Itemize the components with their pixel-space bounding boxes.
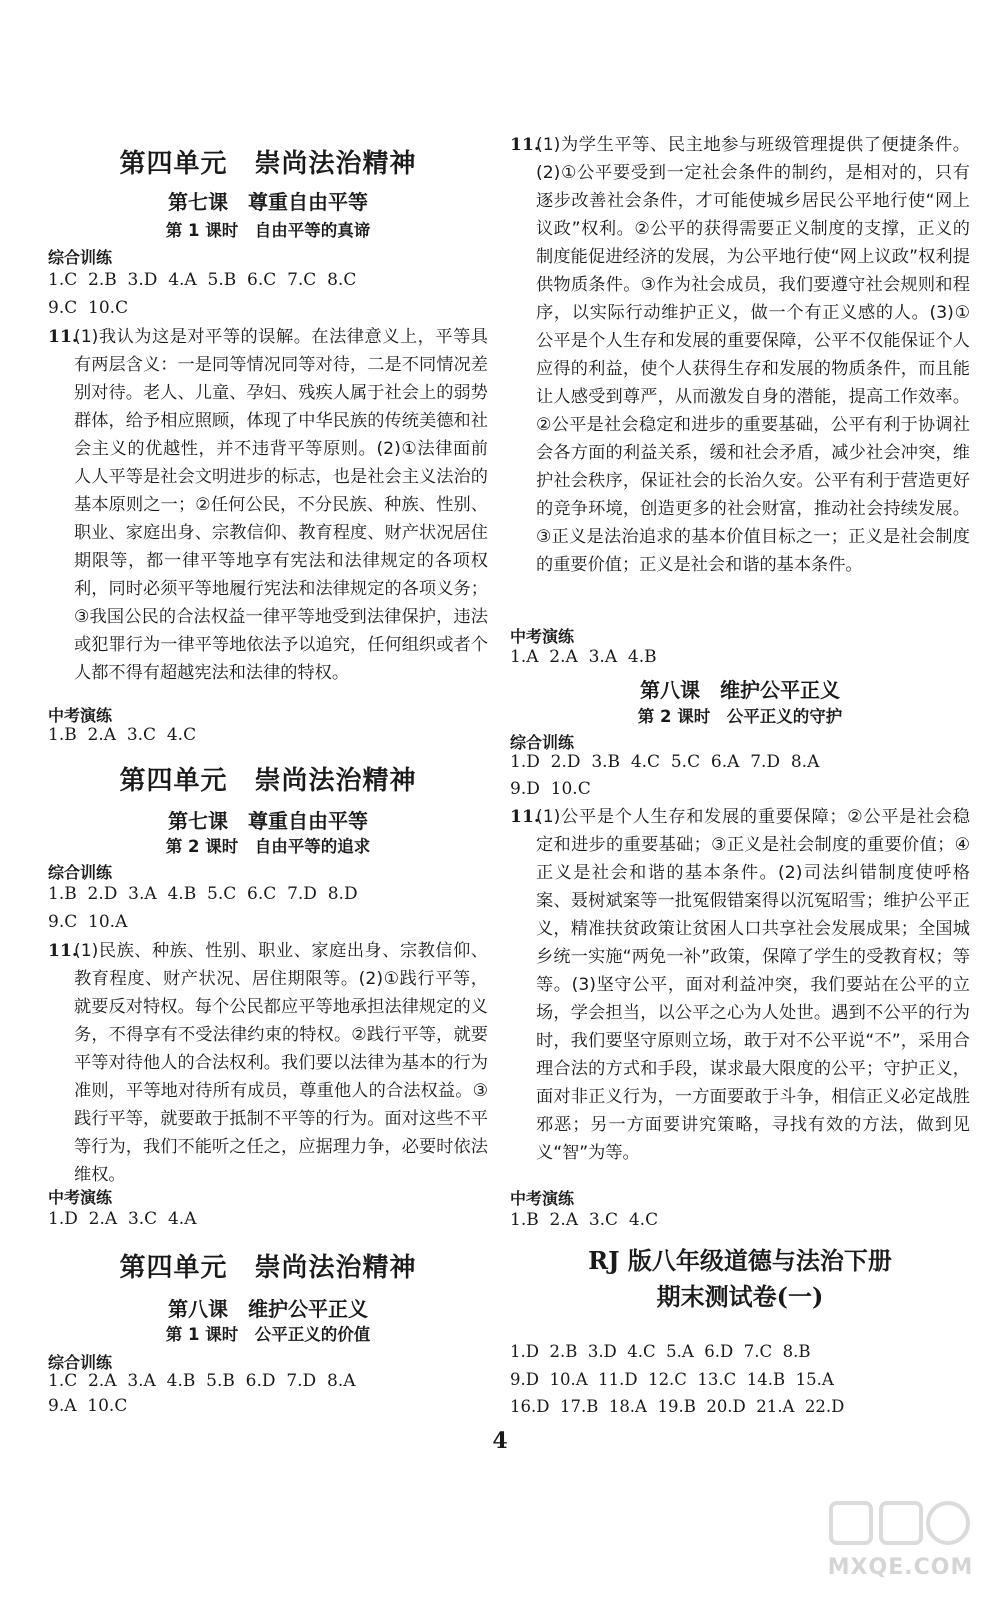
period-title: 第 2 课时 自由平等的追求 [165,837,371,856]
unit-title: 第四单元 崇尚法治精神 [119,1253,417,1283]
answer-line: 9.C 10.C [48,298,129,318]
answer-line: 9.C 10.A [48,912,128,932]
lesson-title: 第七课 尊重自由平等 [168,809,368,833]
section-heading: 综合训练 [48,248,113,267]
answer-text: (1)我认为这是对平等的误解。在法律意义上，平等具有两层含义：一是同等情况同等对待，二是不同情况差别对待。老人、儿童、孕妇、残疾人属于社会上的弱势群体，给予相应照顾，体现了中华民族的传统美德和社会主义的优越性，并不违背平等原则。(2)①法律面前人人平等是社会文明进步的标志，也是社会主义法治的基本原则之一；②任何公民，不分民族、种族、性别、职业、家庭出身、宗教信仰、教育程度、财产状况居住期限等，都一律平等地享有宪法和法律规定的各项权利，同时必须平等地履行宪法和法律规定的各项义务；③我国公民的合法权益一律平等地受到法律保护，违法或犯罪行为一律平等地依法予以追究，任何组织或者个人都不得有超越宪法和法律的特权。 [74,327,488,683]
question-11-answer [48,937,488,1189]
question-number: 11. [48,941,78,961]
section-heading: 综合训练 [48,1353,113,1372]
answer-line: 1.D 2.D 3.B 4.C 5.C 6.A 7.D 8.A [510,752,820,772]
question-11-answer [48,323,488,687]
answer-line: 16.D 17.B 18.A 19.B 20.D 21.A 22.D [510,1397,845,1416]
section-heading: 中考演练 [48,706,113,725]
exam-title: RJ 版八年级道德与法治下册 [588,1246,892,1275]
answer-text: (1)为学生平等、民主地参与班级管理提供了便捷条件。(2)①公平要受到一定社会条件的制约，是相对的，只有逐步改善社会条件，才可能使城乡居民公平地行使“网上议政”权利。②公平的获得需要正义制度的支撑，正义的制度能促进经济的发展，为公平地行使“网上议政”权利提供物质条件。③作为社会成员，我们要遵守社会规则和程序，以实际行动维护正义，做一个有正义感的人。(3)①公平是个人生存和发展的重要保障，公平不仅能保证个人应得的利益，使个人获得生存和发展的物质条件，而且能让人感受到尊严，从而激发自身的潜能，提高工作效率。②公平是社会稳定和进步的重要基础，公平有利于协调社会各方面的利益关系，缓和社会矛盾，减少社会冲突，维护社会秩序，保证社会的长治久安。公平有利于营造更好的竞争环境，创造更多的社会财富，推动社会持续发展。③正义是法治追求的基本价值目标之一；正义是社会制度的重要价值；正义是社会和谐的基本条件。 [536,135,970,575]
answer-line: 1.C 2.A 3.A 4.B 5.B 6.D 7.D 8.A [48,1371,356,1391]
period-title: 第 1 课时 自由平等的真谛 [165,221,371,240]
answer-line: 1.D 2.B 3.D 4.C 5.A 6.D 7.C 8.B [510,1342,811,1361]
lesson-title: 第八课 维护公平正义 [168,1297,368,1321]
question-number: 11. [48,327,78,347]
watermark-logo [823,1495,978,1580]
exam-subtitle: 期末测试卷(一) [656,1282,824,1311]
watermark-emblem-icon [823,1495,978,1555]
section-heading: 中考演练 [48,1188,113,1207]
question-number: 11. [510,135,540,155]
section-heading: 中考演练 [510,1189,575,1208]
page-number: 4 [492,1428,508,1454]
unit-title: 第四单元 崇尚法治精神 [119,149,417,179]
answer-text: (1)公平是个人生存和发展的重要保障；②公平是社会稳定和进步的重要基础；③正义是社会制度的重要价值；④正义是社会和谐的基本条件。(2)司法纠错制度使呼格案、聂树斌案等一批冤假错案得以沉冤昭雪；维护公平正义，精准扶贫政策让贫困人口共享社会发展成果；全国城乡统一实施“两免一补”政策，保障了学生的受教育权；等等。(3)坚守公平，面对利益冲突，我们要站在公平的立场，学会担当，以公平之心为人处世。遇到不公平的行为时，我们要坚守原则立场，敢于对不公平说“不”，采用合理合法的方式和手段，谋求最大限度的公平；守护正义，面对非正义行为，一方面要敢于斗争，相信正义必定战胜邪恶；另一方面要讲究策略，寻找有效的方法，做到见义“智”为等。 [536,807,970,1163]
answer-line: 1.A 2.A 3.A 4.B [510,647,657,667]
period-title: 第 1 课时 公平正义的价值 [165,1325,371,1344]
period-title: 第 2 课时 公平正义的守护 [637,707,843,726]
answer-line: 1.B 2.D 3.A 4.B 5.C 6.C 7.D 8.D [48,884,358,904]
unit-title: 第四单元 崇尚法治精神 [119,766,417,796]
question-11-answer [510,131,970,579]
answer-line: 1.B 2.A 3.C 4.C [510,1210,659,1230]
answer-line: 9.D 10.C [510,779,591,799]
answer-line: 1.D 2.A 3.C 4.A [48,1209,197,1229]
watermark-text: MXQE.COM [827,1555,974,1580]
answer-line: 1.C 2.B 3.D 4.A 5.B 6.C 7.C 8.C [48,270,357,290]
section-heading: 综合训练 [510,733,575,752]
answer-line: 9.D 10.A 11.D 12.C 13.C 14.B 15.A [510,1370,834,1389]
question-11-answer [510,803,970,1167]
section-heading: 中考演练 [510,627,575,646]
answer-text: (1)民族、种族、性别、职业、家庭出身、宗教信仰、教育程度、财产状况、居住期限等。(2)①践行平等，就要反对特权。每个公民都应平等地承担法律规定的义务，不得享有不受法律约束的特权。②践行平等，就要平等对待他人的合法权利。我们要以法律为基本的行为准则，平等地对待所有成员，尊重他人的合法权益。③践行平等，就要敢于抵制不平等的行为。面对这些不平等行为，我们不能听之任之，应据理力争，必要时依法维权。 [74,941,488,1185]
answer-line: 9.A 10.C [48,1396,128,1416]
lesson-title: 第七课 尊重自由平等 [168,190,368,214]
question-number: 11. [510,807,540,827]
section-heading: 综合训练 [48,863,113,882]
answer-line: 1.B 2.A 3.C 4.C [48,725,197,745]
lesson-title: 第八课 维护公平正义 [640,678,840,702]
